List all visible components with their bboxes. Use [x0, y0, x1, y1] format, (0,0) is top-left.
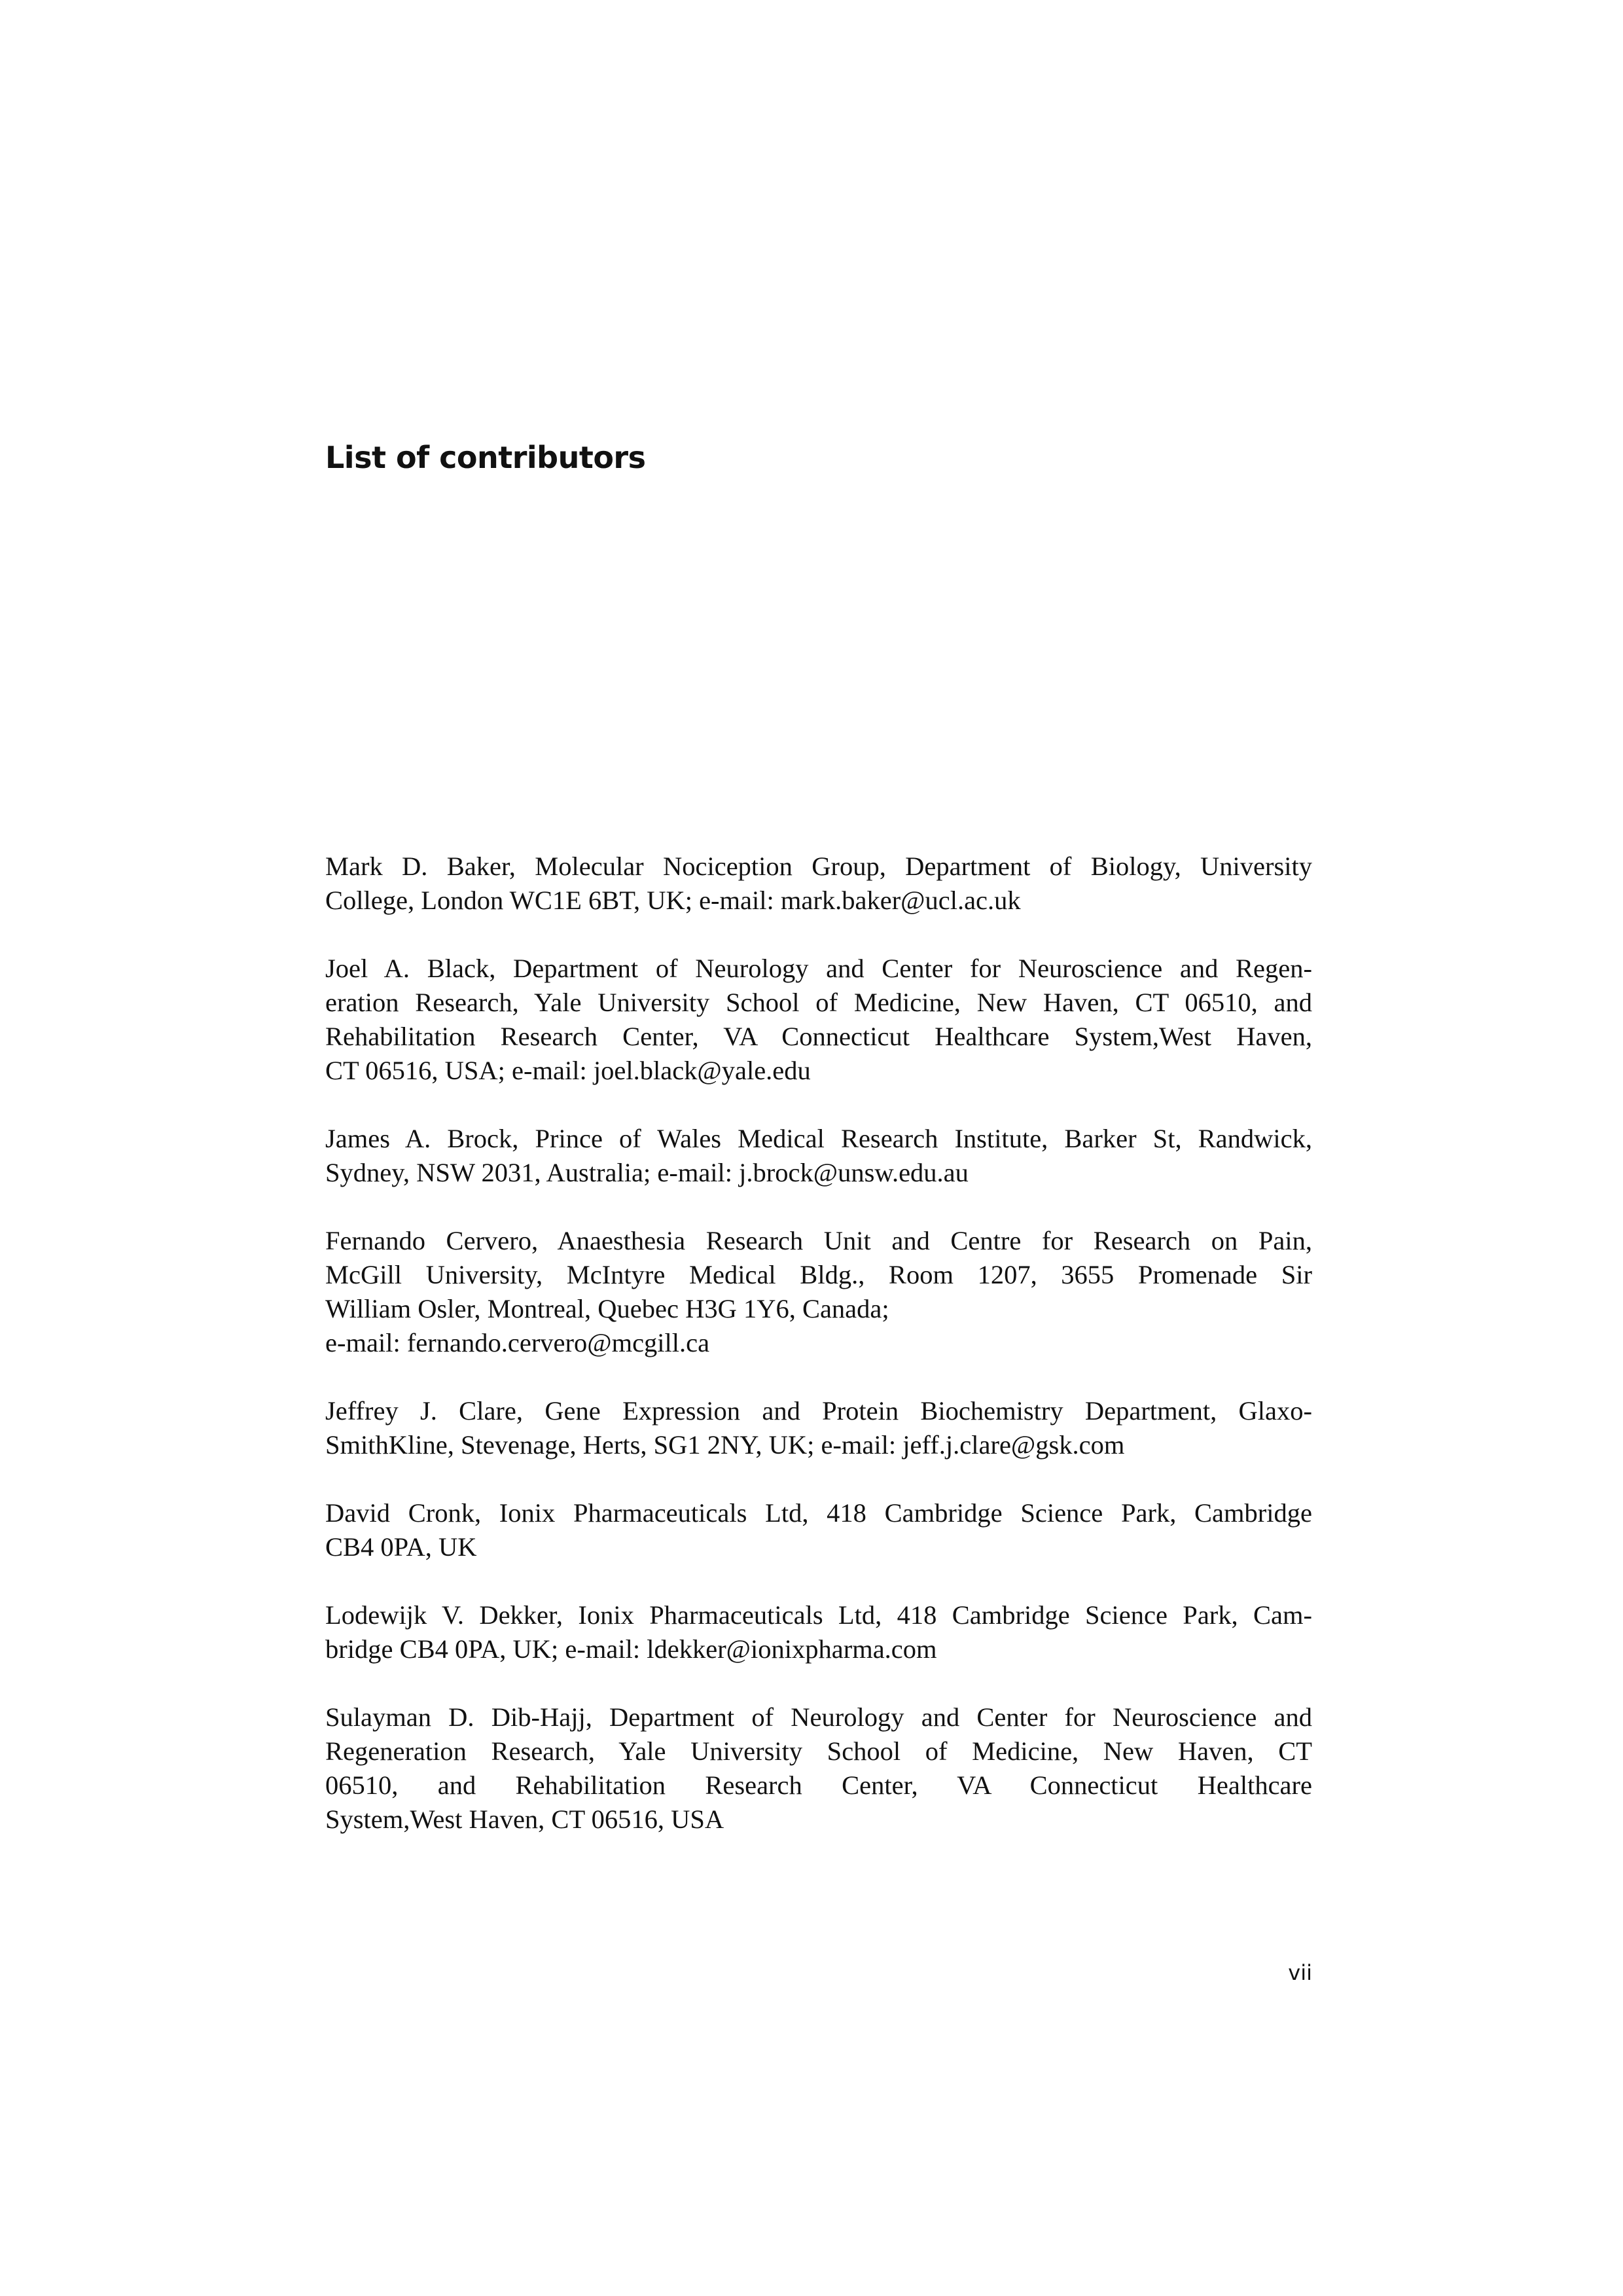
contributor-line: Joel A. Black, Department of Neurology and Center for Neuroscience and Regen- — [325, 954, 1312, 983]
contributor-entry-baker — [325, 850, 1312, 918]
contributor-entry-cervero — [325, 1224, 1312, 1360]
contributor-line: CB4 0PA, UK — [325, 1532, 477, 1562]
contributor-entry-black — [325, 952, 1312, 1088]
contributor-line: William Osler, Montreal, Quebec H3G 1Y6, Canada; — [325, 1294, 889, 1323]
contributor-line: e-mail: fernando.cervero@mcgill.ca — [325, 1328, 710, 1357]
contributor-list — [325, 850, 1312, 1871]
contributor-line: System,West Haven, CT 06516, USA — [325, 1804, 724, 1834]
contributor-line: CT 06516, USA; e-mail: joel.black@yale.edu — [325, 1056, 811, 1085]
contributor-line: Regeneration Research, Yale University School of Medicine, New Haven, CT — [325, 1736, 1312, 1766]
contributor-line: eration Research, Yale University School of Medicine, New Haven, CT 06510, and — [325, 988, 1312, 1017]
contributor-line: Lodewijk V. Dekker, Ionix Pharmaceuticals Ltd, 418 Cambridge Science Park, Cam- — [325, 1600, 1312, 1630]
contributor-entry-dekker — [325, 1598, 1312, 1666]
contributor-entry-dib-hajj — [325, 1700, 1312, 1837]
contributor-entry-clare — [325, 1394, 1312, 1462]
contributor-line: James A. Brock, Prince of Wales Medical Research Institute, Barker St, Randwick, — [325, 1124, 1312, 1153]
contributor-line: Sydney, NSW 2031, Australia; e-mail: j.brock@unsw.edu.au — [325, 1158, 969, 1187]
page-number: vii — [1288, 1960, 1312, 1985]
page-title: List of contributors — [325, 440, 646, 475]
contributor-line: Jeffrey J. Clare, Gene Expression and Protein Biochemistry Department, Glaxo- — [325, 1396, 1312, 1426]
contributor-line: Rehabilitation Research Center, VA Connecticut Healthcare System,West Haven, — [325, 1022, 1312, 1051]
contributor-line: bridge CB4 0PA, UK; e-mail: ldekker@ionixpharma.com — [325, 1634, 937, 1664]
contributor-line: College, London WC1E 6BT, UK; e-mail: mark.baker@ucl.ac.uk — [325, 886, 1021, 915]
contributor-entry-brock — [325, 1122, 1312, 1190]
contributor-line: 06510, and Rehabilitation Research Center, VA Connecticut Healthcare — [325, 1770, 1312, 1800]
contributor-line: Sulayman D. Dib-Hajj, Department of Neurology and Center for Neuroscience and — [325, 1702, 1312, 1732]
contributor-line: Fernando Cervero, Anaesthesia Research Unit and Centre for Research on Pain, — [325, 1226, 1312, 1255]
contributor-line: McGill University, McIntyre Medical Bldg., Room 1207, 3655 Promenade Sir — [325, 1260, 1312, 1289]
contributor-entry-cronk — [325, 1496, 1312, 1564]
contributor-line: David Cronk, Ionix Pharmaceuticals Ltd, 418 Cambridge Science Park, Cambridge — [325, 1498, 1312, 1528]
contributor-line: Mark D. Baker, Molecular Nociception Group, Department of Biology, University — [325, 852, 1312, 881]
contributor-line: SmithKline, Stevenage, Herts, SG1 2NY, UK; e-mail: jeff.j.clare@gsk.com — [325, 1430, 1125, 1460]
